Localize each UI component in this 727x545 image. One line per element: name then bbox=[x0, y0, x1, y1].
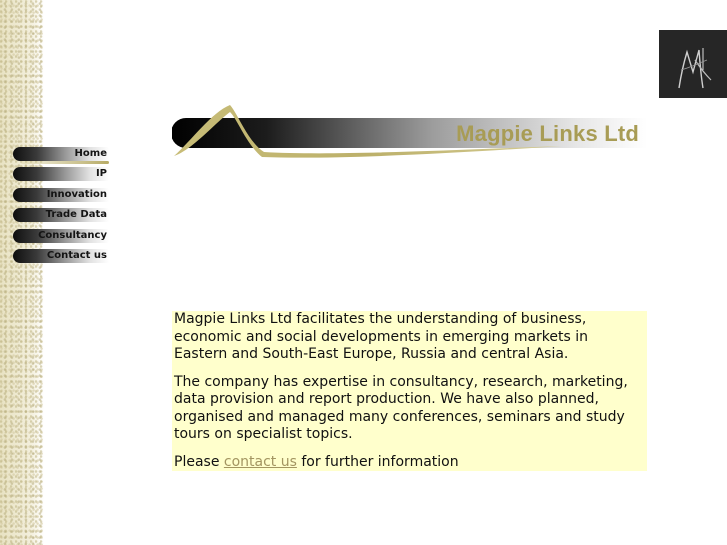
nav-item-innovation[interactable] bbox=[13, 188, 109, 202]
nav-item-label: IP bbox=[95, 168, 107, 180]
contact-suffix: for further information bbox=[296, 453, 459, 470]
nav-item-label: Trade Data bbox=[45, 209, 107, 221]
banner-title: Magpie Links Ltd bbox=[456, 121, 639, 146]
intro-paragraph: Magpie Links Ltd facilitates the understanding of business, economic and social developments in emerging markets in Eastern and South-East Europe, Russia and central Asia. bbox=[174, 311, 589, 362]
nav-item-consultancy[interactable] bbox=[13, 229, 109, 243]
nav-item-ip[interactable] bbox=[13, 167, 109, 181]
nav-item-label: Consultancy bbox=[38, 229, 107, 241]
nav-item-trade-data[interactable] bbox=[13, 208, 109, 222]
nav-item-label: Innovation bbox=[46, 188, 107, 200]
contact-paragraph bbox=[174, 454, 645, 472]
nav-item-contact-us[interactable] bbox=[13, 249, 109, 263]
magpie-monogram-icon bbox=[659, 30, 727, 98]
main-navigation bbox=[13, 147, 109, 269]
nav-item-label: Contact us bbox=[46, 249, 107, 261]
site-banner bbox=[172, 102, 647, 164]
contact-prefix: Please bbox=[174, 453, 224, 470]
intro-panel bbox=[172, 311, 647, 471]
left-texture-strip bbox=[0, 0, 44, 545]
expertise-paragraph: The company has expertise in consultancy, research, marketing, data provision and report production. We have also planned, organised and managed many conferences, seminars and study tours on specialist topics. bbox=[174, 373, 628, 442]
nav-item-home[interactable] bbox=[13, 147, 109, 161]
logo bbox=[659, 30, 727, 98]
contact-us-link[interactable]: contact us bbox=[223, 453, 297, 470]
nav-item-label: Home bbox=[74, 148, 107, 159]
